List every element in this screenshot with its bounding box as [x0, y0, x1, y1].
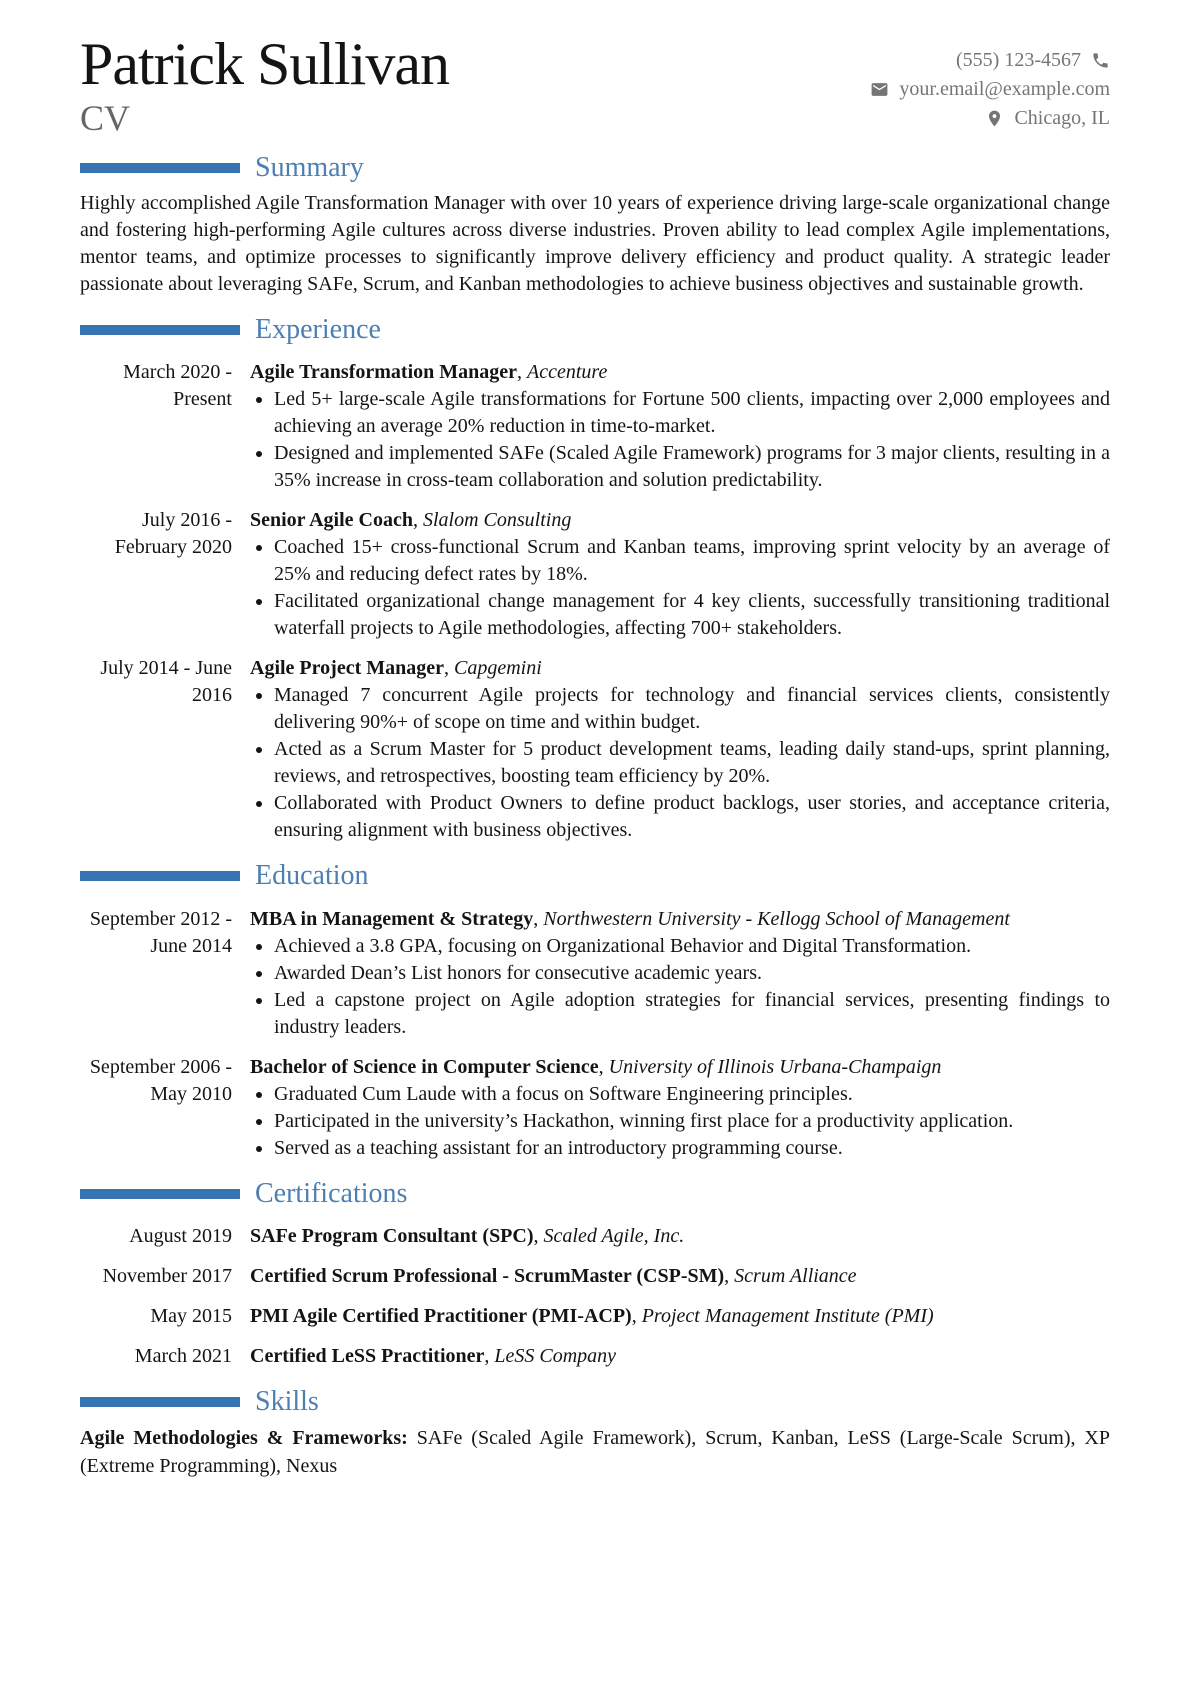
entry	[80, 655, 1110, 844]
contact-phone	[870, 46, 1110, 75]
section-education	[80, 860, 1110, 1161]
section-title-experience: Experience	[255, 314, 381, 346]
entry-separator: ,	[598, 1055, 609, 1078]
entry-organization: University of Illinois Urbana-Champaign	[608, 1055, 942, 1078]
entry-organization: Capgemini	[454, 657, 542, 680]
contact-location	[870, 104, 1110, 133]
section-rule	[80, 325, 240, 335]
entry-bullet: • Acted as a Scrum Master for 5 product development teams, leading daily stand-ups, sprint planning, reviews, and retrospectives, boosting team efficiency by 20%.	[274, 736, 1110, 790]
entry-body	[250, 1223, 1110, 1250]
certifications-heading-row	[80, 1178, 1110, 1210]
section-title-summary: Summary	[255, 152, 364, 183]
experience-heading-row	[80, 314, 1110, 346]
certifications-entries	[80, 1223, 1110, 1370]
contact-phone-text: (555) 123-4567	[956, 49, 1081, 71]
entry-date: March 2021	[134, 1344, 232, 1367]
entry-title-line	[250, 655, 1110, 682]
header-left	[80, 31, 449, 138]
section-certifications	[80, 1178, 1110, 1370]
entry-title: MBA in Management & Strategy	[250, 907, 534, 930]
entry-separator: ,	[412, 509, 423, 532]
entry-title: Agile Project Manager	[250, 657, 444, 680]
section-title-certifications: Certifications	[255, 1177, 408, 1209]
entry-bullet: • Awarded Dean’s List honors for consecutive academic years.	[274, 960, 1110, 987]
experience-entries	[80, 359, 1110, 844]
entry-body	[250, 1054, 1110, 1162]
section-rule	[80, 163, 240, 173]
entry-title: Certified Scrum Professional - ScrumMaster (CSP-SM)	[250, 1264, 725, 1287]
entry-separator: ,	[533, 1224, 544, 1247]
entry-date: July 2014 - June 2016	[100, 657, 232, 707]
entry-bullet: • Designed and implemented SAFe (Scaled Agile Framework) programs for 3 major clients, resulting in a 35% increase in cross-team collaboration and solution predictability.	[274, 440, 1110, 494]
section-summary	[80, 152, 1110, 298]
person-name: Patrick Sullivan	[80, 31, 449, 97]
entry-bullets	[250, 1081, 1110, 1162]
entry-bullet: • Achieved a 3.8 GPA, focusing on Organizational Behavior and Digital Transformation.	[274, 933, 1110, 960]
entry-organization: LeSS Company	[494, 1344, 617, 1367]
education-entries	[80, 906, 1110, 1162]
entry-title-line	[250, 359, 1110, 386]
entry-body	[250, 1303, 1110, 1330]
skills-heading-row	[80, 1386, 1110, 1418]
entry-organization: Project Management Institute (PMI)	[641, 1304, 934, 1327]
entry-date: May 2015	[150, 1304, 232, 1327]
entry-bullet: • Collaborated with Product Owners to define product backlogs, user stories, and acceptance criteria, ensuring alignment with business objectives.	[274, 790, 1110, 844]
skills-category-text: SAFe (Scaled Agile Framework), Scrum, Kanban, LeSS (Large-Scale Scrum), XP (Extreme Programming), Nexus	[80, 1426, 1110, 1477]
section-title-education: Education	[255, 860, 369, 892]
entry-title-line	[250, 1303, 1110, 1330]
entry-separator: ,	[444, 657, 454, 680]
section-rule	[80, 1189, 240, 1199]
entry-separator: ,	[533, 907, 544, 930]
entry	[80, 1303, 1110, 1330]
entry-title: Certified LeSS Practitioner	[250, 1344, 485, 1367]
contact-email	[870, 75, 1110, 104]
summary-text: Highly accomplished Agile Transformation Manager with over 10 years of experience driving large-scale organizational change and fostering high-performing Agile cultures across diverse industries. Proven ability to lead complex Agile implementations, mentor teams, and optimize processes to significantly improve delivery efficiency and product quality. A strategic leader passionate about leveraging SAFe, Scrum, and Kanban methodologies to achieve business objectives and sustainable growth.	[80, 192, 1110, 296]
entry-bullets	[250, 933, 1110, 1041]
entry	[80, 1263, 1110, 1290]
entry-bullet: • Graduated Cum Laude with a focus on Software Engineering principles.	[274, 1081, 1110, 1108]
entry-body	[250, 1343, 1110, 1370]
entry-date: August 2019	[129, 1224, 232, 1247]
cv-subtitle: CV	[80, 98, 131, 138]
location-icon	[985, 109, 1004, 128]
entry-date: March 2020 - Present	[123, 361, 232, 411]
section-rule	[80, 1397, 240, 1407]
phone-icon	[1091, 51, 1110, 70]
entry-bullet: • Participated in the university’s Hackathon, winning first place for a productivity application.	[274, 1108, 1110, 1135]
entry-title-line	[250, 507, 1110, 534]
entry-bullets	[250, 386, 1110, 494]
contact-email-text: your.email@example.com	[899, 78, 1110, 100]
entry-separator: ,	[517, 361, 528, 384]
entry-organization: Slalom Consulting	[422, 509, 572, 532]
entry-separator: ,	[631, 1304, 642, 1327]
email-icon	[870, 80, 889, 99]
skills-category-label: Agile Methodologies & Frameworks:	[80, 1426, 408, 1449]
entry-organization: Northwestern University - Kellogg School of Management	[543, 907, 1010, 930]
entry-organization: Scaled Agile, Inc.	[543, 1224, 685, 1247]
section-title-skills: Skills	[255, 1385, 319, 1417]
entry	[80, 1223, 1110, 1250]
entry	[80, 507, 1110, 642]
header	[80, 31, 1110, 138]
entry-date: September 2012 - June 2014	[89, 907, 232, 957]
skills-line	[80, 1424, 1110, 1480]
entry-bullet: • Coached 15+ cross-functional Scrum and Kanban teams, improving sprint velocity by an average of 25% and reducing defect rates by 18%.	[274, 534, 1110, 588]
entry	[80, 1343, 1110, 1370]
entry-date: November 2017	[102, 1264, 232, 1287]
contact-info	[870, 46, 1110, 133]
section-skills	[80, 1386, 1110, 1480]
section-experience	[80, 314, 1110, 844]
entry-title: Senior Agile Coach	[250, 509, 413, 532]
entry-title-line	[250, 906, 1110, 933]
entry-bullets	[250, 534, 1110, 642]
entry-body	[250, 655, 1110, 844]
contact-location-text: Chicago, IL	[1014, 107, 1110, 129]
entry-separator: ,	[484, 1344, 495, 1367]
entry-title-line	[250, 1223, 1110, 1250]
entry-bullet: • Facilitated organizational change management for 4 key clients, successfully transitioning traditional waterfall projects to Agile methodologies, affecting 700+ stakeholders.	[274, 588, 1110, 642]
entry-date: July 2016 - February 2020	[114, 509, 232, 559]
entry-bullets	[250, 682, 1110, 844]
entry-bullet: • Led a capstone project on Agile adoption strategies for financial services, presenting findings to industry leaders.	[274, 987, 1110, 1041]
entry-title: Agile Transformation Manager	[250, 361, 518, 384]
entry-title-line	[250, 1054, 1110, 1081]
entry-organization: Accenture	[527, 361, 608, 384]
entry	[80, 1054, 1110, 1162]
entry-date: September 2006 - May 2010	[89, 1055, 232, 1105]
entry-title: SAFe Program Consultant (SPC)	[250, 1224, 534, 1247]
entry-title-line	[250, 1263, 1110, 1290]
entry-body	[250, 507, 1110, 642]
entry-body	[250, 359, 1110, 494]
entry-bullet: • Managed 7 concurrent Agile projects for technology and financial services clients, consistently delivering 90%+ of scope on time and within budget.	[274, 682, 1110, 736]
entry	[80, 906, 1110, 1041]
entry-bullet: • Led 5+ large-scale Agile transformations for Fortune 500 clients, impacting over 2,000 employees and achieving an average 20% reduction in time-to-market.	[274, 386, 1110, 440]
education-heading-row	[80, 860, 1110, 892]
entry-title-line	[250, 1343, 1110, 1370]
entry-title: Bachelor of Science in Computer Science	[250, 1055, 599, 1078]
entry	[80, 359, 1110, 494]
summary-heading-row	[80, 152, 1110, 184]
entry-body	[250, 1263, 1110, 1290]
entry-body	[250, 906, 1110, 1041]
entry-bullet: • Served as a teaching assistant for an introductory programming course.	[274, 1135, 1110, 1162]
entry-title: PMI Agile Certified Practitioner (PMI-ACP)	[250, 1304, 632, 1327]
section-rule	[80, 871, 240, 881]
entry-organization: Scrum Alliance	[734, 1264, 857, 1287]
entry-separator: ,	[724, 1264, 735, 1287]
